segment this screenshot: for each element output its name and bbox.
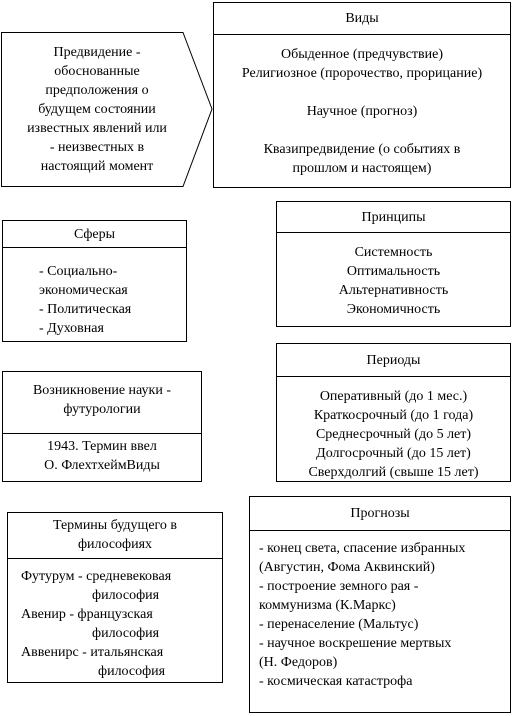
prognozy-item: - космическая катастрофа bbox=[259, 674, 413, 689]
futurology-body bbox=[3, 434, 201, 475]
definition-text bbox=[6, 43, 188, 176]
term-entry-cont: философия bbox=[92, 626, 160, 641]
sfery-list bbox=[3, 248, 186, 338]
principy-item: Оптимальность bbox=[346, 264, 441, 279]
prognozy-item: коммунизма (К.Маркс) bbox=[259, 598, 396, 613]
prognozy-item: - научное воскрешение мертвых bbox=[259, 636, 452, 651]
sfery-item: экономическая bbox=[39, 283, 128, 298]
futurology-title-line: Возникновение науки - bbox=[32, 383, 172, 398]
periody-item: Долгосрочный (до 15 лет) bbox=[316, 446, 471, 461]
periody-item: Оперативный (до 1 мес.) bbox=[319, 389, 468, 404]
prognozy-item: - конец света, спасение избранных bbox=[259, 541, 466, 556]
vidy-item: Квазипредвидение (о событиях в bbox=[263, 142, 461, 157]
prognozy-box bbox=[249, 496, 511, 713]
vidy-spacer bbox=[214, 83, 510, 102]
vidy-item: Научное (прогноз) bbox=[306, 104, 418, 119]
principy-item: Системность bbox=[354, 245, 433, 260]
prognozy-item: (Августин, Фома Аквинский) bbox=[259, 560, 435, 575]
definition-line: - неизвестных в bbox=[49, 140, 145, 155]
definition-line: Предвидение - bbox=[53, 45, 141, 60]
terms-title-line: Термины будущего в bbox=[52, 518, 178, 533]
futurology-title bbox=[3, 372, 201, 434]
sfery-box bbox=[2, 220, 187, 342]
futurology-body-line: О. ФлехтхеймВиды bbox=[44, 458, 160, 473]
terms-title bbox=[8, 513, 222, 559]
definition-line: известных явлений или bbox=[27, 121, 167, 136]
definition-line: предположения о bbox=[45, 83, 149, 98]
vidy-spacer bbox=[214, 121, 510, 140]
futurology-box bbox=[2, 371, 202, 482]
vidy-item: Обыденное (предчувствие) bbox=[280, 47, 444, 62]
vidy-title: Виды bbox=[214, 3, 510, 35]
futurology-title-line: футурологии bbox=[63, 402, 141, 417]
periody-box bbox=[276, 343, 511, 482]
periody-list bbox=[277, 377, 510, 482]
vidy-list bbox=[214, 35, 510, 178]
periody-item: Краткосрочный (до 1 года) bbox=[313, 408, 474, 423]
futurology-body-line: 1943. Термин ввел bbox=[47, 439, 157, 454]
principy-box bbox=[276, 201, 511, 327]
periody-title: Периоды bbox=[277, 344, 510, 377]
sfery-item: - Социально- bbox=[39, 264, 118, 279]
vidy-item: Религиозное (пророчество, прорицание) bbox=[241, 66, 483, 81]
term-entry: Авенир - французская bbox=[21, 607, 153, 622]
sfery-item: - Политическая bbox=[39, 302, 132, 317]
prognozy-item: - перенаселение (Мальтус) bbox=[259, 617, 419, 632]
term-entry-cont: философия bbox=[98, 664, 166, 679]
definition-line: будущем состоянии bbox=[38, 102, 156, 117]
definition-arrow bbox=[0, 31, 214, 188]
principy-list bbox=[277, 233, 510, 319]
principy-title: Принципы bbox=[277, 202, 510, 233]
term-entry-cont: философия bbox=[92, 588, 160, 603]
prognozy-title: Прогнозы bbox=[250, 497, 510, 531]
prognozy-item: - построение земного рая - bbox=[259, 579, 419, 594]
sfery-item: - Духовная bbox=[39, 321, 104, 336]
prognozy-list bbox=[250, 531, 510, 691]
principy-item: Экономичность bbox=[346, 302, 441, 317]
term-entry: Футурум - средневековая bbox=[21, 569, 172, 584]
terms-title-line: философиях bbox=[77, 537, 153, 552]
principy-item: Альтернативность bbox=[338, 283, 449, 298]
vidy-item: прошлом и настоящем) bbox=[292, 161, 432, 176]
vidy-box bbox=[213, 2, 511, 188]
definition-line: обоснованные bbox=[54, 64, 140, 79]
periody-item: Сверхдолгий (свыше 15 лет) bbox=[308, 465, 479, 480]
term-entry: Аввенирс - итальянская bbox=[21, 645, 164, 660]
terms-box bbox=[7, 512, 223, 683]
definition-line: настоящий момент bbox=[40, 159, 154, 174]
sfery-title: Сферы bbox=[3, 221, 186, 248]
prognozy-item: (Н. Федоров) bbox=[259, 655, 338, 670]
periody-item: Среднесрочный (до 5 лет) bbox=[315, 427, 472, 442]
